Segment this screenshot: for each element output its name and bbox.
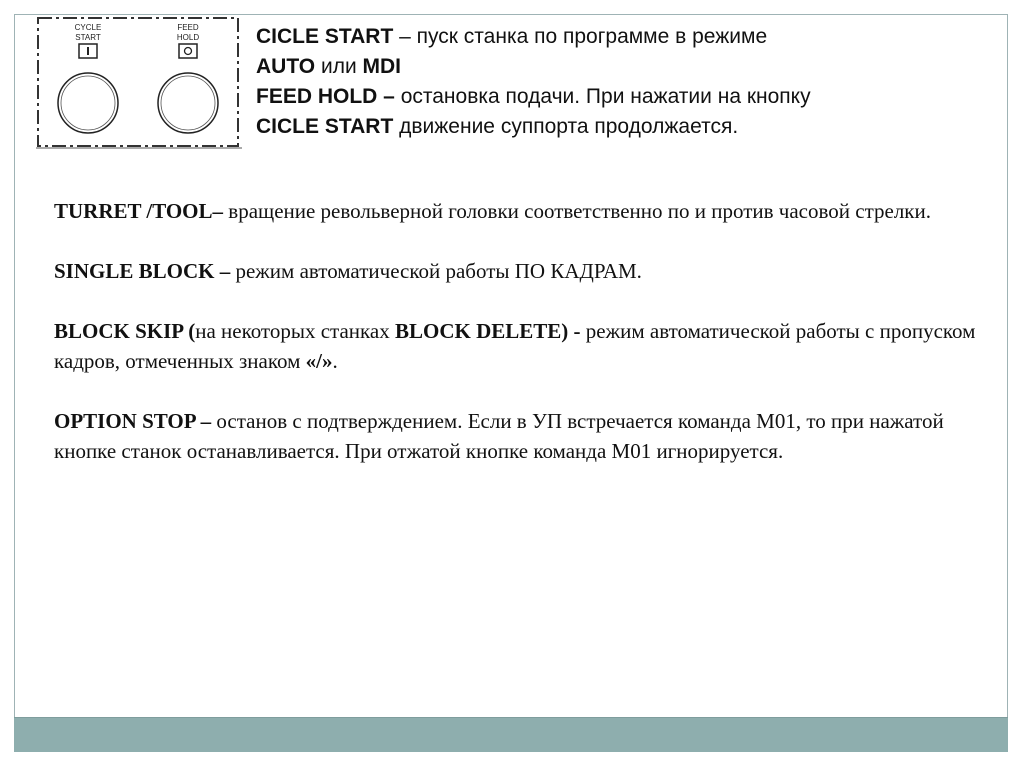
block-skip-paragraph [54, 316, 984, 376]
top-line-4-text: движение суппорта продолжается. [393, 115, 739, 138]
feed-hold-label-2: HOLD [176, 33, 200, 42]
turret-term: TURRET /TOOL– [54, 199, 224, 223]
block-skip-text-1: на некоторых станках [195, 319, 395, 343]
option-stop-term: OPTION STOP – [54, 409, 212, 433]
top-line-1-text: – пуск станка по программе в режиме [393, 25, 768, 48]
single-block-text: режим автоматической работы ПО КАДРАМ. [230, 259, 642, 283]
top-description [256, 22, 976, 142]
top-line-2 [256, 52, 976, 82]
control-panel-image [36, 16, 242, 150]
top-line-3 [256, 82, 976, 112]
top-line-3-text: остановка подачи. При нажатии на кнопку [394, 85, 811, 108]
single-block-paragraph [54, 256, 984, 286]
mdi-term: MDI [362, 55, 402, 78]
slash-symbol: «/» [305, 349, 333, 373]
block-skip-end: . [332, 349, 338, 373]
block-delete-term: BLOCK DELETE) - [394, 319, 581, 343]
turret-text: вращение револьверной головки соответственно по и против часовой стрелки. [223, 199, 932, 223]
block-skip-term: BLOCK SKIP ( [54, 319, 196, 343]
block-skip-text-2: режим автоматической работы с пропуском кадров, отмеченных знаком [54, 319, 976, 373]
turret-paragraph [54, 196, 984, 226]
feed-hold-label-1: FEED [177, 23, 199, 32]
auto-term: AUTO [256, 55, 316, 78]
top-line-1 [256, 22, 976, 52]
cicle-start-term-2: CICLE START [256, 115, 394, 138]
cycle-start-label-1: CYCLE [74, 23, 102, 32]
cycle-start-label-2: START [75, 33, 101, 42]
top-line-4 [256, 112, 976, 142]
bottom-band [14, 717, 1008, 752]
option-stop-paragraph [54, 406, 984, 466]
body-description [54, 196, 984, 496]
cicle-start-term: CICLE START [256, 25, 394, 48]
option-stop-text: останов с подтверждением. Если в УП встречается команда М01, то при нажатой кнопке станок останавливается. При отжатой кнопке команда М01 игнорируется. [54, 409, 944, 463]
top-line-2-text: или [315, 55, 363, 78]
feed-hold-term: FEED HOLD – [256, 85, 395, 108]
single-block-term: SINGLE BLOCK – [54, 259, 231, 283]
